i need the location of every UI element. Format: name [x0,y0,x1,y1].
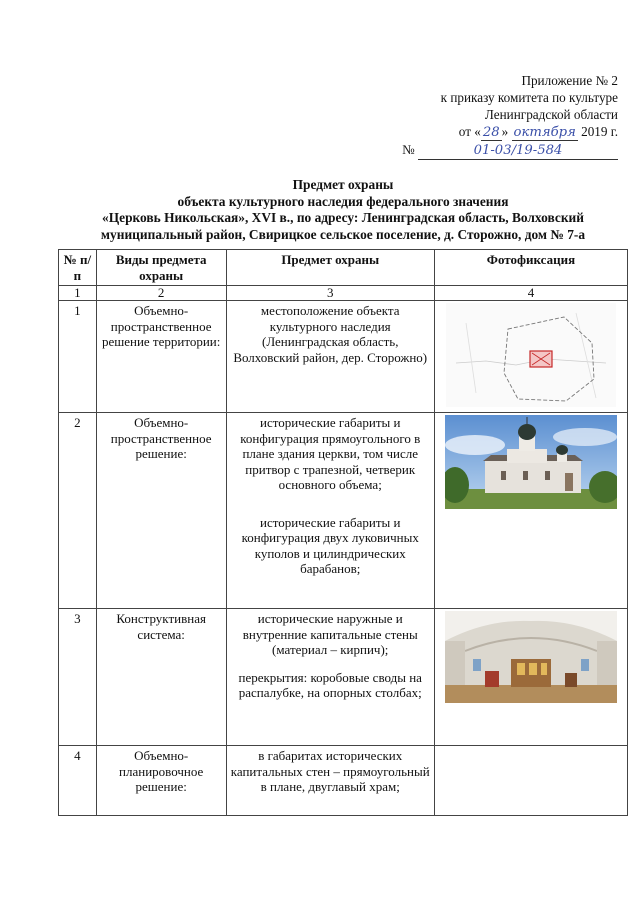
row-photo-cell [434,609,627,746]
row-subject: исторические габариты и конфигурация прямоугольного в плане здания церкви, том числе притвор с трапезной, четверик основного объема; [240,415,421,492]
table-header-row [59,250,628,286]
row-subject: местоположение объекта культурного наследия (Ленинградская область, Волховский район, дер. Сторожно) [226,301,434,413]
column-number: 3 [226,286,434,301]
header-kind: Виды предмета охраны [96,250,226,286]
protection-subject-table [58,249,628,816]
row-number: 2 [59,413,97,609]
column-number: 2 [96,286,226,301]
header-number: № п/п [59,250,97,286]
appendix-line-3: Ленинградской области [484,107,618,122]
table-row [59,609,628,746]
date-prefix: от « [458,124,481,139]
site-plan-map [446,303,616,407]
row-number: 1 [59,301,97,413]
row-number: 3 [59,609,97,746]
appendix-date [388,123,618,141]
title-line-1: Предмет охраны [292,177,394,192]
row-photo-cell [434,746,627,816]
row-kind: Объемно-пространственное решение: [96,413,226,609]
order-number: 01-03/19-584 [418,142,618,160]
church-exterior-photo [445,415,617,509]
row-kind: Объемно-планировочное решение: [96,746,226,816]
number-prefix: № [402,142,415,157]
row-subject: перекрытия: коробовые своды на распалубке, на опорных столбах; [238,669,422,700]
appendix-line-2: к приказу комитета по культуре [440,90,618,105]
title-line-3: «Церковь Никольская», XVI в., по адресу: Ленинградская область, Волховский [102,210,584,225]
date-mid: » [501,124,509,139]
title-line-2: объекта культурного наследия федерального значения [177,193,509,209]
appendix-block [388,72,618,160]
row-subject-cell [226,609,434,746]
row-subject: исторические габариты и конфигурация двух луковичных куполов и цилиндрических барабанов; [241,514,419,576]
date-year: 2019 г. [581,124,618,139]
appendix-number [388,141,618,160]
row-number: 4 [59,746,97,816]
header-photo: Фотофиксация [434,250,627,286]
church-interior-photo [445,611,617,703]
date-day: 28 [482,125,500,140]
column-number: 4 [434,286,627,301]
column-number-row [59,286,628,301]
appendix-line-1: Приложение № 2 [521,73,618,88]
title-line-4: муниципальный район, Свирицкое сельское поселение, д. Сторожно, дом № 7-а [100,226,586,242]
row-kind: Объемно-пространственное решение территории: [96,301,226,413]
table-row [59,301,628,413]
table-row [59,746,628,816]
row-subject: исторические наружные и внутренние капитальные стены (материал – кирпич); [242,611,418,657]
row-kind: Конструктивная система: [96,609,226,746]
row-subject-cell [226,413,434,609]
row-photo-cell [434,413,627,609]
date-month: октября [513,125,576,140]
document-title [60,177,626,243]
table-row [59,413,628,609]
header-subject: Предмет охраны [226,250,434,286]
column-number: 1 [59,286,97,301]
row-subject: в габаритах исторических капитальных стен – прямоугольный в плане, двуглавый храм; [226,746,434,816]
row-photo-cell [434,301,627,413]
